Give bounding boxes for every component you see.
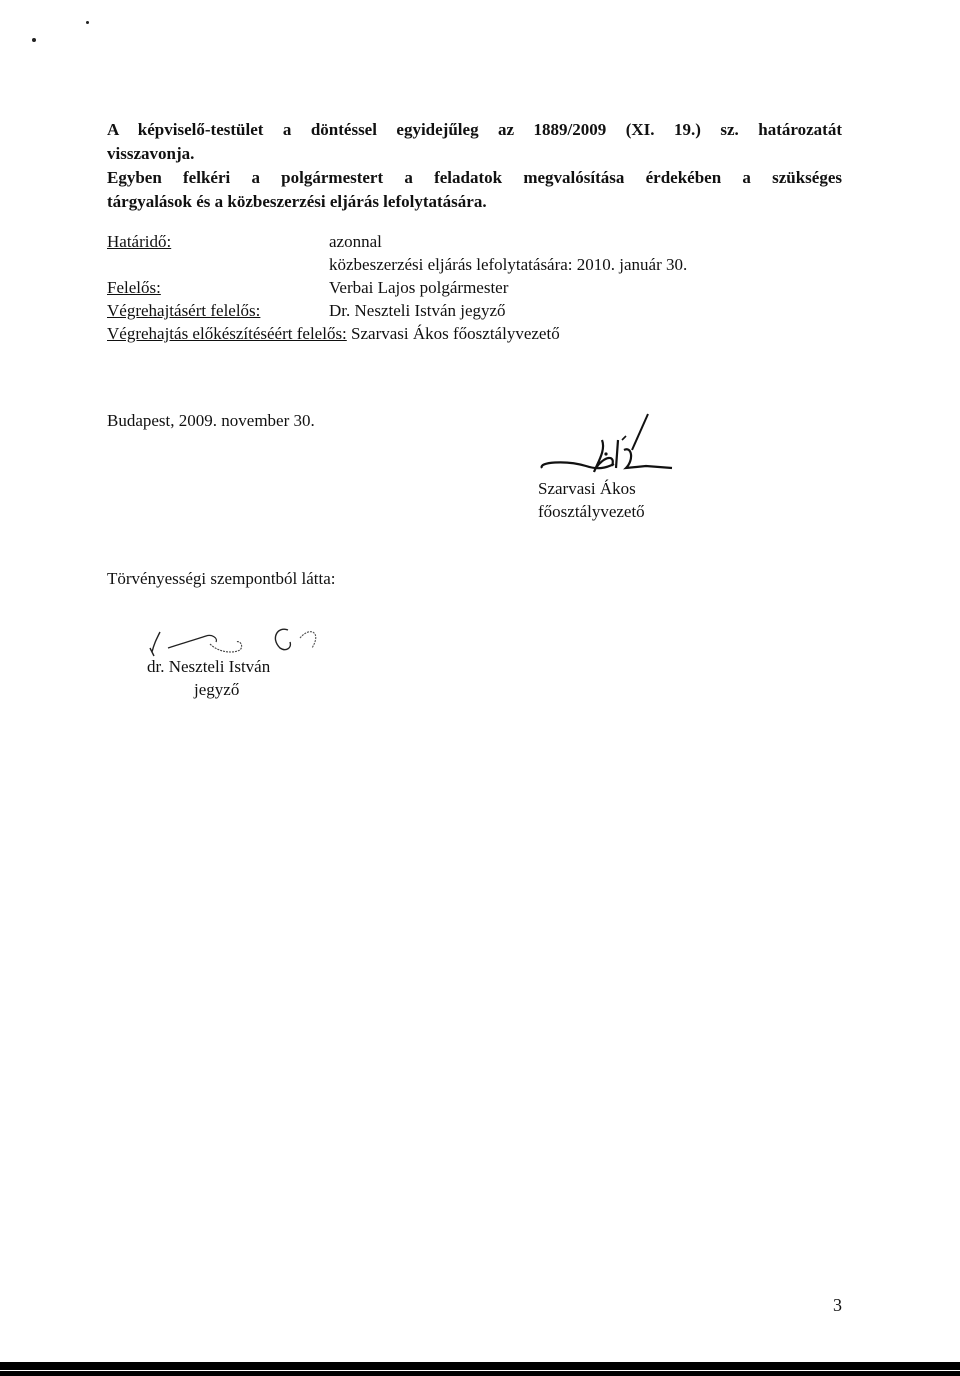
- signer1-name: Szarvasi Ákos: [538, 479, 636, 498]
- execution-label: Végrehajtásért felelős:: [107, 301, 261, 320]
- decision-line-2: visszavonja.: [107, 144, 195, 163]
- execution-value: Dr. Neszteli István jegyző: [329, 301, 506, 320]
- scan-edge-bar: [0, 1362, 960, 1370]
- page-number: 3: [833, 1295, 842, 1315]
- place-date: Budapest, 2009. november 30.: [107, 411, 315, 430]
- scan-edge-bar: [0, 1371, 960, 1376]
- decision-line-4: tárgyalások és a közbeszerzési eljárás lefolytatására.: [107, 192, 487, 211]
- deadline-value-immediate: azonnal: [329, 232, 382, 251]
- preparation-label: Végrehajtás előkészítéséért felelős:: [107, 324, 347, 343]
- signature-szarvasi: [536, 410, 676, 485]
- decision-line-1: A képviselő-testület a döntéssel egyidejűleg az 1889/2009 (XI. 19.) sz. határozatát: [107, 120, 842, 139]
- preparation-line: [107, 323, 560, 345]
- signer1-title: főosztályvezető: [538, 502, 645, 521]
- responsible-value: Verbai Lajos polgármester: [329, 278, 509, 297]
- responsible-label: Felelős:: [107, 278, 161, 297]
- signer2-name: dr. Neszteli István: [147, 657, 271, 676]
- deadline-value-procurement: közbeszerzési eljárás lefolytatására: 2010. január 30.: [329, 255, 688, 274]
- legality-label: Törvényességi szempontból látta:: [107, 569, 336, 588]
- scan-artifact: [86, 21, 89, 24]
- scan-artifact: [32, 38, 36, 42]
- signer2-title: jegyző: [194, 680, 240, 699]
- deadline-label: Határidő:: [107, 232, 172, 251]
- decision-line-3: Egyben felkéri a polgármestert a feladatok megvalósítása érdekében a szükséges: [107, 168, 842, 187]
- preparation-value: Szarvasi Ákos főosztályvezető: [346, 324, 560, 343]
